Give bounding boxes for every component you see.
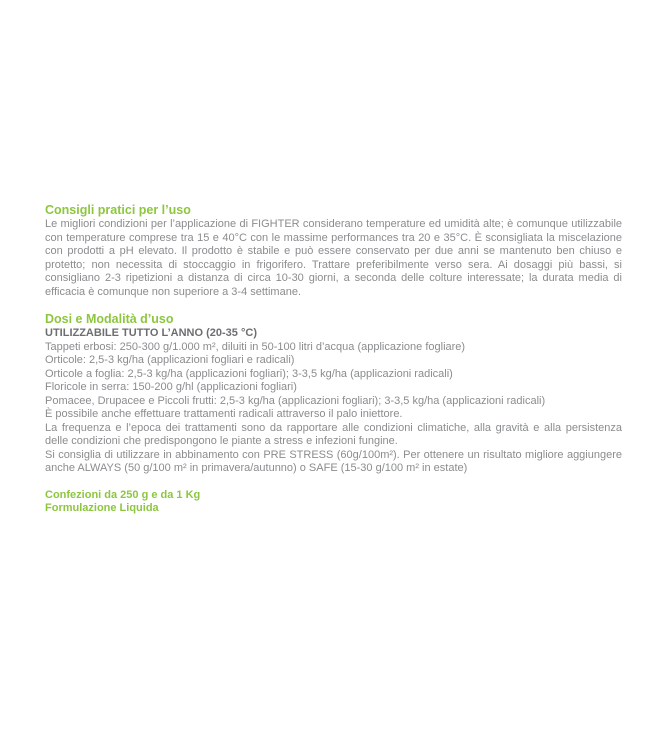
product-info-page bbox=[45, 203, 622, 516]
treatment-frequency-note: La frequenza e l’epoca dei trattamenti sono da rapportare alle condizioni climatiche, alla gravità e alla persistenza delle condizioni che predispongono le piante a stress e infezioni fungine. bbox=[45, 421, 622, 447]
packaging-sizes-line: Confezioni da 250 g e da 1 Kg bbox=[45, 488, 201, 501]
combination-advice-note: Si consiglia di utilizzare in abbinamento con PRE STRESS (60g/100m²). Per ottenere un risultato migliore aggiungere anche ALWAYS (50 g/100 m² in primavera/autunno) o SAFE (15-30 g/100 m² in estate) bbox=[45, 448, 622, 474]
dose-line-fruit-trees: Pomacee, Drupacee e Piccoli frutti: 2,5-3 kg/ha (applicazioni fogliari); 3-3,5 kg/ha (applicazioni radicali) bbox=[45, 394, 546, 407]
packaging-info bbox=[45, 489, 622, 516]
dose-line-vegetables: Orticole: 2,5-3 kg/ha (applicazioni fogliari e radicali) bbox=[45, 354, 295, 366]
practical-advice-paragraph: Le migliori condizioni per l’applicazione di FIGHTER considerano temperature ed umidità alte; è comunque utilizzabile con temperature comprese tra 15 e 40°C con le massime performances tra 20 e 35°C. È sconsigliata la miscelazione con prodotti a pH elevato. Il prodotto è stabile e può essere conservato per due anni se mantenuto ben chiuso e protetto; non necessita di stoccaggio in frigorifero. Trattare preferibilmente verso sera. Ai dosaggi più bassi, si consigliano 2-3 ripetizioni a distanza di circa 10-30 giorni, a seconda delle colture interessate; la durata media di efficacia è comunque non superiore a 3-4 settimane. bbox=[45, 218, 622, 298]
formulation-line: Formulazione Liquida bbox=[45, 502, 159, 514]
dose-line-turf: Tappeti erbosi: 250-300 g/1.000 m², diluiti in 50-100 litri d’acqua (applicazione fogliare) bbox=[45, 340, 466, 353]
dosage-section-title: Dosi e Modalità d’uso bbox=[45, 312, 174, 326]
dosage-list bbox=[45, 341, 622, 422]
dose-line-greenhouse-flowers: Floricole in serra: 150-200 g/hl (applicazioni fogliari) bbox=[45, 381, 297, 393]
usable-all-year-subtitle: UTILIZZABILE TUTTO L’ANNO (20-35 °C) bbox=[45, 327, 257, 339]
practical-advice-title: Consigli pratici per l’uso bbox=[45, 203, 191, 217]
dose-line-root-treatments: È possibile anche effettuare trattamenti radicali attraverso il palo iniettore. bbox=[45, 408, 403, 420]
dose-line-leafy-vegetables: Orticole a foglia: 2,5-3 kg/ha (applicazioni fogliari); 3-3,5 kg/ha (applicazioni radicali) bbox=[45, 367, 453, 380]
